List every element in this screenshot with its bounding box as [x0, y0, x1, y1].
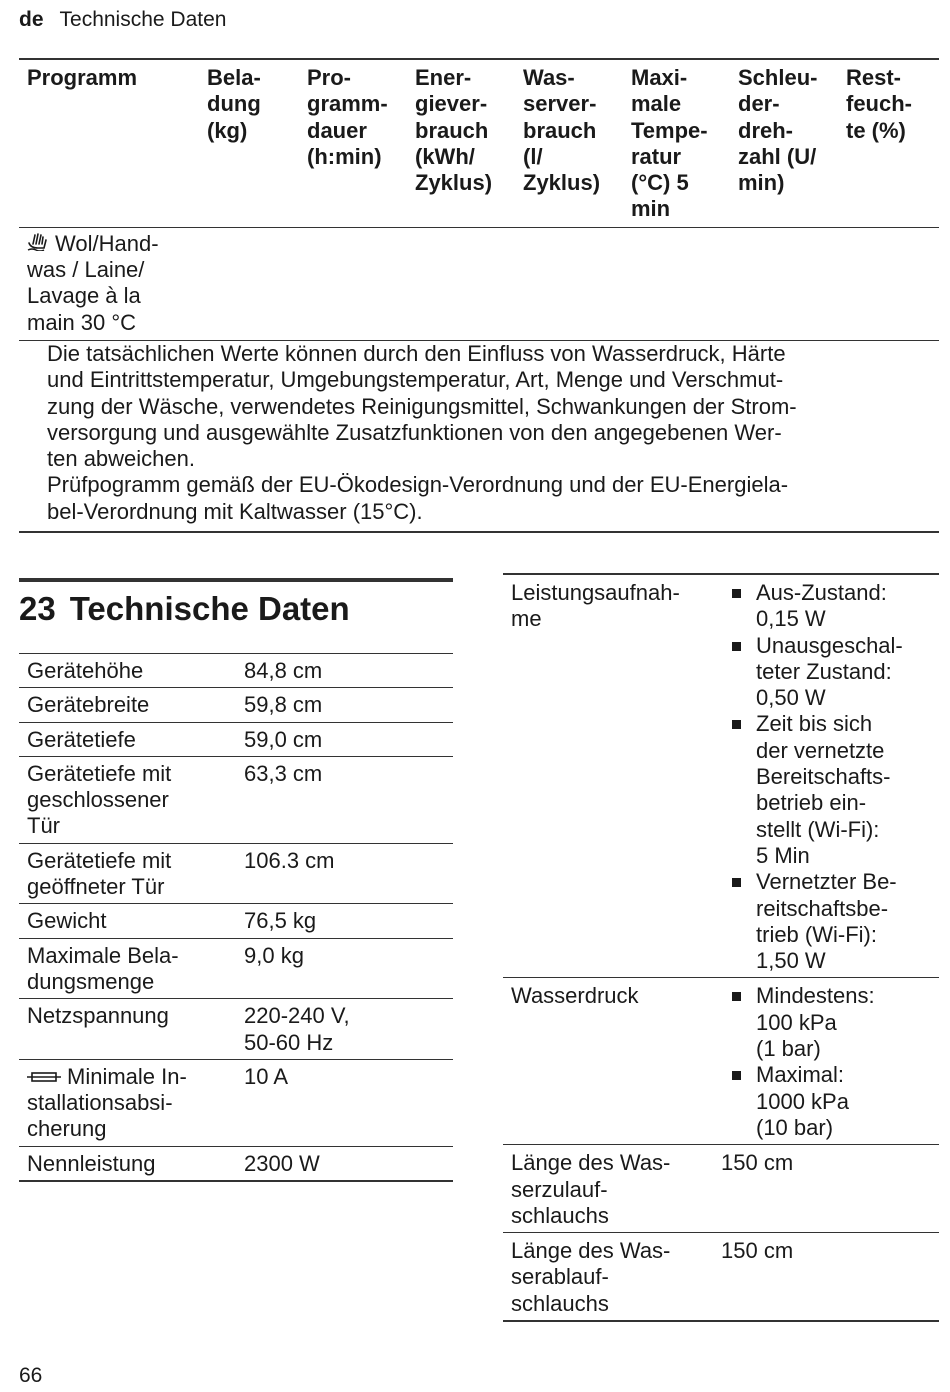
table-row [503, 574, 939, 978]
page-header [19, 8, 226, 32]
section-heading [19, 578, 453, 628]
table-row [19, 688, 453, 722]
column-header [838, 59, 939, 227]
column-header [515, 59, 623, 227]
spec-label-text: Gerätetiefe mit geschlossener Tür [27, 760, 172, 839]
bullet-item: Unausgeschal- teter Zustand: 0,50 W [729, 633, 933, 712]
section-title: Technische Daten [69, 590, 350, 627]
footnote [19, 341, 939, 472]
column-header-text: Schleu- der- dreh- zahl (U/ min) [738, 65, 818, 196]
table-cell [515, 227, 623, 340]
bullet-list [729, 580, 933, 974]
spec-value-text: 150 cm [721, 1238, 794, 1264]
spec-value: 76,5 kg [236, 904, 453, 938]
spec-value [721, 574, 939, 978]
column-header [19, 59, 199, 227]
spec-value [721, 1145, 939, 1233]
header-title: Technische Daten [59, 8, 227, 31]
table-row [19, 227, 939, 340]
spec-value: 59,0 cm [236, 722, 453, 756]
spec-label-text: Nennleistung [27, 1150, 156, 1176]
spec-label-text: Gerätehöhe [27, 658, 144, 683]
bullet-item: Mindestens: 100 kPa (1 bar) [729, 983, 933, 1062]
spec-label-text: Gewicht [27, 908, 107, 934]
table-row [503, 1233, 939, 1321]
spec-label-text: Maximale Bela- dungsmenge [27, 942, 179, 994]
column-header [199, 59, 299, 227]
programme-cell [19, 227, 199, 340]
spec-label [19, 722, 236, 756]
column-header-text: Maxi- male Tempe- ratur (°C) 5 min [631, 65, 708, 222]
column-header-text: Was- server- brauch (l/ Zyklus) [523, 65, 601, 196]
table-cell [838, 227, 939, 340]
spec-label [19, 654, 236, 688]
spec-label-text: Netzspannung [27, 1003, 169, 1029]
spec-label-text: Gerätetiefe [27, 726, 136, 752]
programme-table [19, 58, 939, 341]
spec-label [19, 756, 236, 843]
spec-value: 220-240 V, 50-60 Hz [236, 999, 453, 1060]
spec-label [19, 938, 236, 999]
spec-table-left [19, 653, 453, 1182]
spec-value [721, 978, 939, 1145]
spec-value: 59,8 cm [236, 688, 453, 722]
spec-value: 106.3 cm [236, 843, 453, 904]
fuse-icon [27, 1064, 61, 1090]
bullet-item: Vernetzter Be- reitschaftsbe- trieb (Wi-Fi): 1,50 W [729, 869, 933, 974]
column-header-text: Bela- dung (kg) [207, 65, 261, 143]
bullet-item: Aus-Zustand: 0,15 W [729, 580, 933, 633]
spec-value [721, 1233, 939, 1321]
column-header [623, 59, 730, 227]
spec-value: 9,0 kg [236, 938, 453, 999]
table-row [19, 999, 453, 1060]
table-row [19, 938, 453, 999]
column-header-text: Rest- feuch- te (%) [846, 65, 912, 143]
table-row [19, 1146, 453, 1181]
spec-label [19, 1146, 236, 1181]
spec-label: Länge des Was- serzulauf- schlauchs [503, 1145, 721, 1233]
column-header-text: Pro- gramm- dauer (h:min) [307, 65, 388, 169]
table-cell [199, 227, 299, 340]
hand-wash-icon [27, 231, 49, 257]
spec-label [19, 843, 236, 904]
table-cell [730, 227, 838, 340]
table-cell [299, 227, 407, 340]
spec-value: 2300 W [236, 1146, 453, 1181]
spec-value: 84,8 cm [236, 654, 453, 688]
bullet-list [729, 983, 933, 1141]
footnote-text: Die tatsächlichen Werte können durch den Einfluss von Wasserdruck, Härte und Eintrittstemperatur, Umgebungstemperatur, Art, Menge und Verschmut- zung der Wäsche, verwendetes Reinigungsmittel, Schwankungen der Strom- versorgung und ausgewählte Zusatzfunktionen von den angegebenen Wer- ten abweichen. [47, 341, 797, 472]
column-header-text: Ener- giever- brauch (kWh/ Zyklus) [415, 65, 493, 196]
spec-label: Leistungsaufnah- me [503, 574, 721, 978]
programme-table-header [19, 59, 939, 227]
table-row [19, 904, 453, 938]
column-header-text: Programm [27, 65, 138, 90]
spec-value-text: 150 cm [721, 1150, 794, 1176]
spec-label-text: Minimale In- stallationsabsi- cherung [27, 1063, 187, 1142]
footnote [19, 472, 939, 525]
column-header [299, 59, 407, 227]
table-row [19, 843, 453, 904]
table-row [19, 654, 453, 688]
footnotes [19, 341, 939, 533]
column-header [730, 59, 838, 227]
bullet-item: Zeit bis sich der vernetzte Bereitschafts- betrieb ein- stellt (Wi-Fi): 5 Min [729, 711, 933, 869]
table-row [503, 978, 939, 1145]
spec-label [19, 1059, 236, 1146]
spec-value: 63,3 cm [236, 756, 453, 843]
spec-label-text: Gerätetiefe mit geöffneter Tür [27, 847, 172, 900]
section-number: 23 [19, 590, 56, 627]
table-row [19, 1059, 453, 1146]
table-cell [407, 227, 515, 340]
spec-label: Wasserdruck [503, 978, 721, 1145]
spec-label-text: Gerätebreite [27, 692, 150, 718]
bullet-item: Maximal: 1000 kPa (10 bar) [729, 1062, 933, 1141]
language-code: de [19, 8, 44, 31]
column-header [407, 59, 515, 227]
spec-value: 10 A [236, 1059, 453, 1146]
table-row [19, 722, 453, 756]
page-number: 66 [19, 1364, 43, 1387]
spec-label [19, 904, 236, 938]
programme-name: Wol/Hand- was / Laine/ Lavage à la main 30 °C [27, 230, 159, 335]
table-row [19, 756, 453, 843]
spec-table-right [503, 573, 939, 1322]
spec-label [19, 999, 236, 1060]
footnote-text: Prüfpogramm gemäß der EU-Ökodesign-Verordnung und der EU-Energiela- bel-Verordnung mit Kaltwasser (15°C). [47, 472, 789, 524]
spec-label [19, 688, 236, 722]
table-row [503, 1145, 939, 1233]
spec-label: Länge des Was- serablauf- schlauchs [503, 1233, 721, 1321]
table-cell [623, 227, 730, 340]
